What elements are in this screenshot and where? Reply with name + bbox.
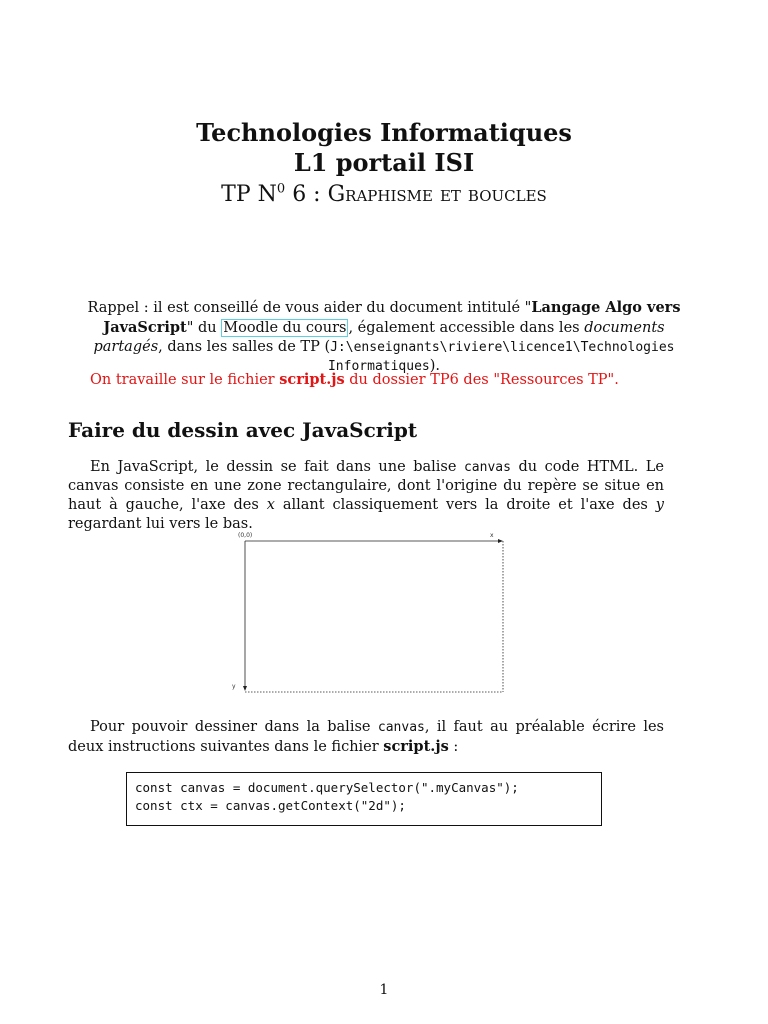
setup-paragraph <box>68 718 664 757</box>
y-axis-label: y <box>232 683 236 690</box>
work-note-text-2: du dossier TP6 des "Ressources TP". <box>344 372 619 388</box>
y-axis-arrow <box>243 686 247 691</box>
code-line-1: const canvas = document.querySelector(".myCanvas"); <box>135 780 519 795</box>
x-axis-arrow <box>498 539 503 543</box>
course-title: Technologies Informatiques <box>196 118 572 147</box>
para1-text-3: allant classiquement vers la droite et l'axe des <box>274 497 656 513</box>
work-note-text-1: On travaille sur le fichier <box>90 372 280 388</box>
para1-text-2: du code HTML. Le canvas consiste en une zone rectangulaire, dont l'origine du repère se situe en haut à gauche, l'axe des <box>68 459 665 513</box>
rappel-text-4: , dans les salles de TP ( <box>158 339 331 355</box>
para1-text-4: regardant lui vers le bas. <box>68 516 253 532</box>
para2-code-canvas: canvas <box>377 720 425 735</box>
rappel-text-2: " du <box>186 320 222 336</box>
para1-text-1: En JavaScript, le dessin se fait dans une balise <box>90 459 464 475</box>
work-note <box>90 371 619 388</box>
page-number: 1 <box>379 982 389 998</box>
moodle-link[interactable]: Moodle du cours <box>223 320 347 336</box>
rappel-text-3: , également accessible dans les <box>348 320 585 336</box>
para2-file: script.js <box>383 738 449 755</box>
para1-var-x: x <box>266 497 275 513</box>
axes-svg <box>228 528 518 698</box>
course-subtitle: L1 portail ISI <box>293 148 475 177</box>
rappel-doc-title: Langage Algo vers JavaScript <box>103 299 681 336</box>
section-heading: Faire du dessin avec JavaScript <box>68 418 418 442</box>
rappel-path: J:\enseignants\riviere\licence1\Technologies Informatiques <box>327 340 675 374</box>
para1-code-canvas: canvas <box>463 460 511 475</box>
code-block <box>126 772 602 826</box>
rappel-text-5: ). <box>429 358 441 374</box>
canvas-intro-paragraph <box>68 458 664 534</box>
tp-number: 6 : <box>292 182 321 207</box>
tp-sup: 0 <box>276 181 286 197</box>
para1-var-y: y <box>655 497 664 513</box>
para2-text-1: Pour pouvoir dessiner dans la balise <box>90 719 378 735</box>
para2-text-2: , il faut au préalable écrire les deux instructions suivantes dans le fichier <box>68 719 664 755</box>
code-line-2: const ctx = canvas.getContext("2d"); <box>135 798 406 813</box>
tp-prefix: TP N <box>221 182 277 207</box>
title-block <box>0 118 768 210</box>
canvas-axes-diagram <box>228 528 518 698</box>
tp-title <box>0 180 768 210</box>
tp-subject: Graphisme et boucles <box>327 182 547 207</box>
rappel-text-1: Rappel : il est conseillé de vous aider du document intitulé " <box>87 300 532 316</box>
rappel-shared-docs: documents partagés <box>93 320 665 355</box>
origin-label: (0,0) <box>238 532 253 539</box>
para2-text-3: : <box>448 739 459 755</box>
x-axis-label: x <box>490 532 494 539</box>
rappel-paragraph <box>68 298 700 376</box>
work-note-file: script.js <box>279 371 345 388</box>
